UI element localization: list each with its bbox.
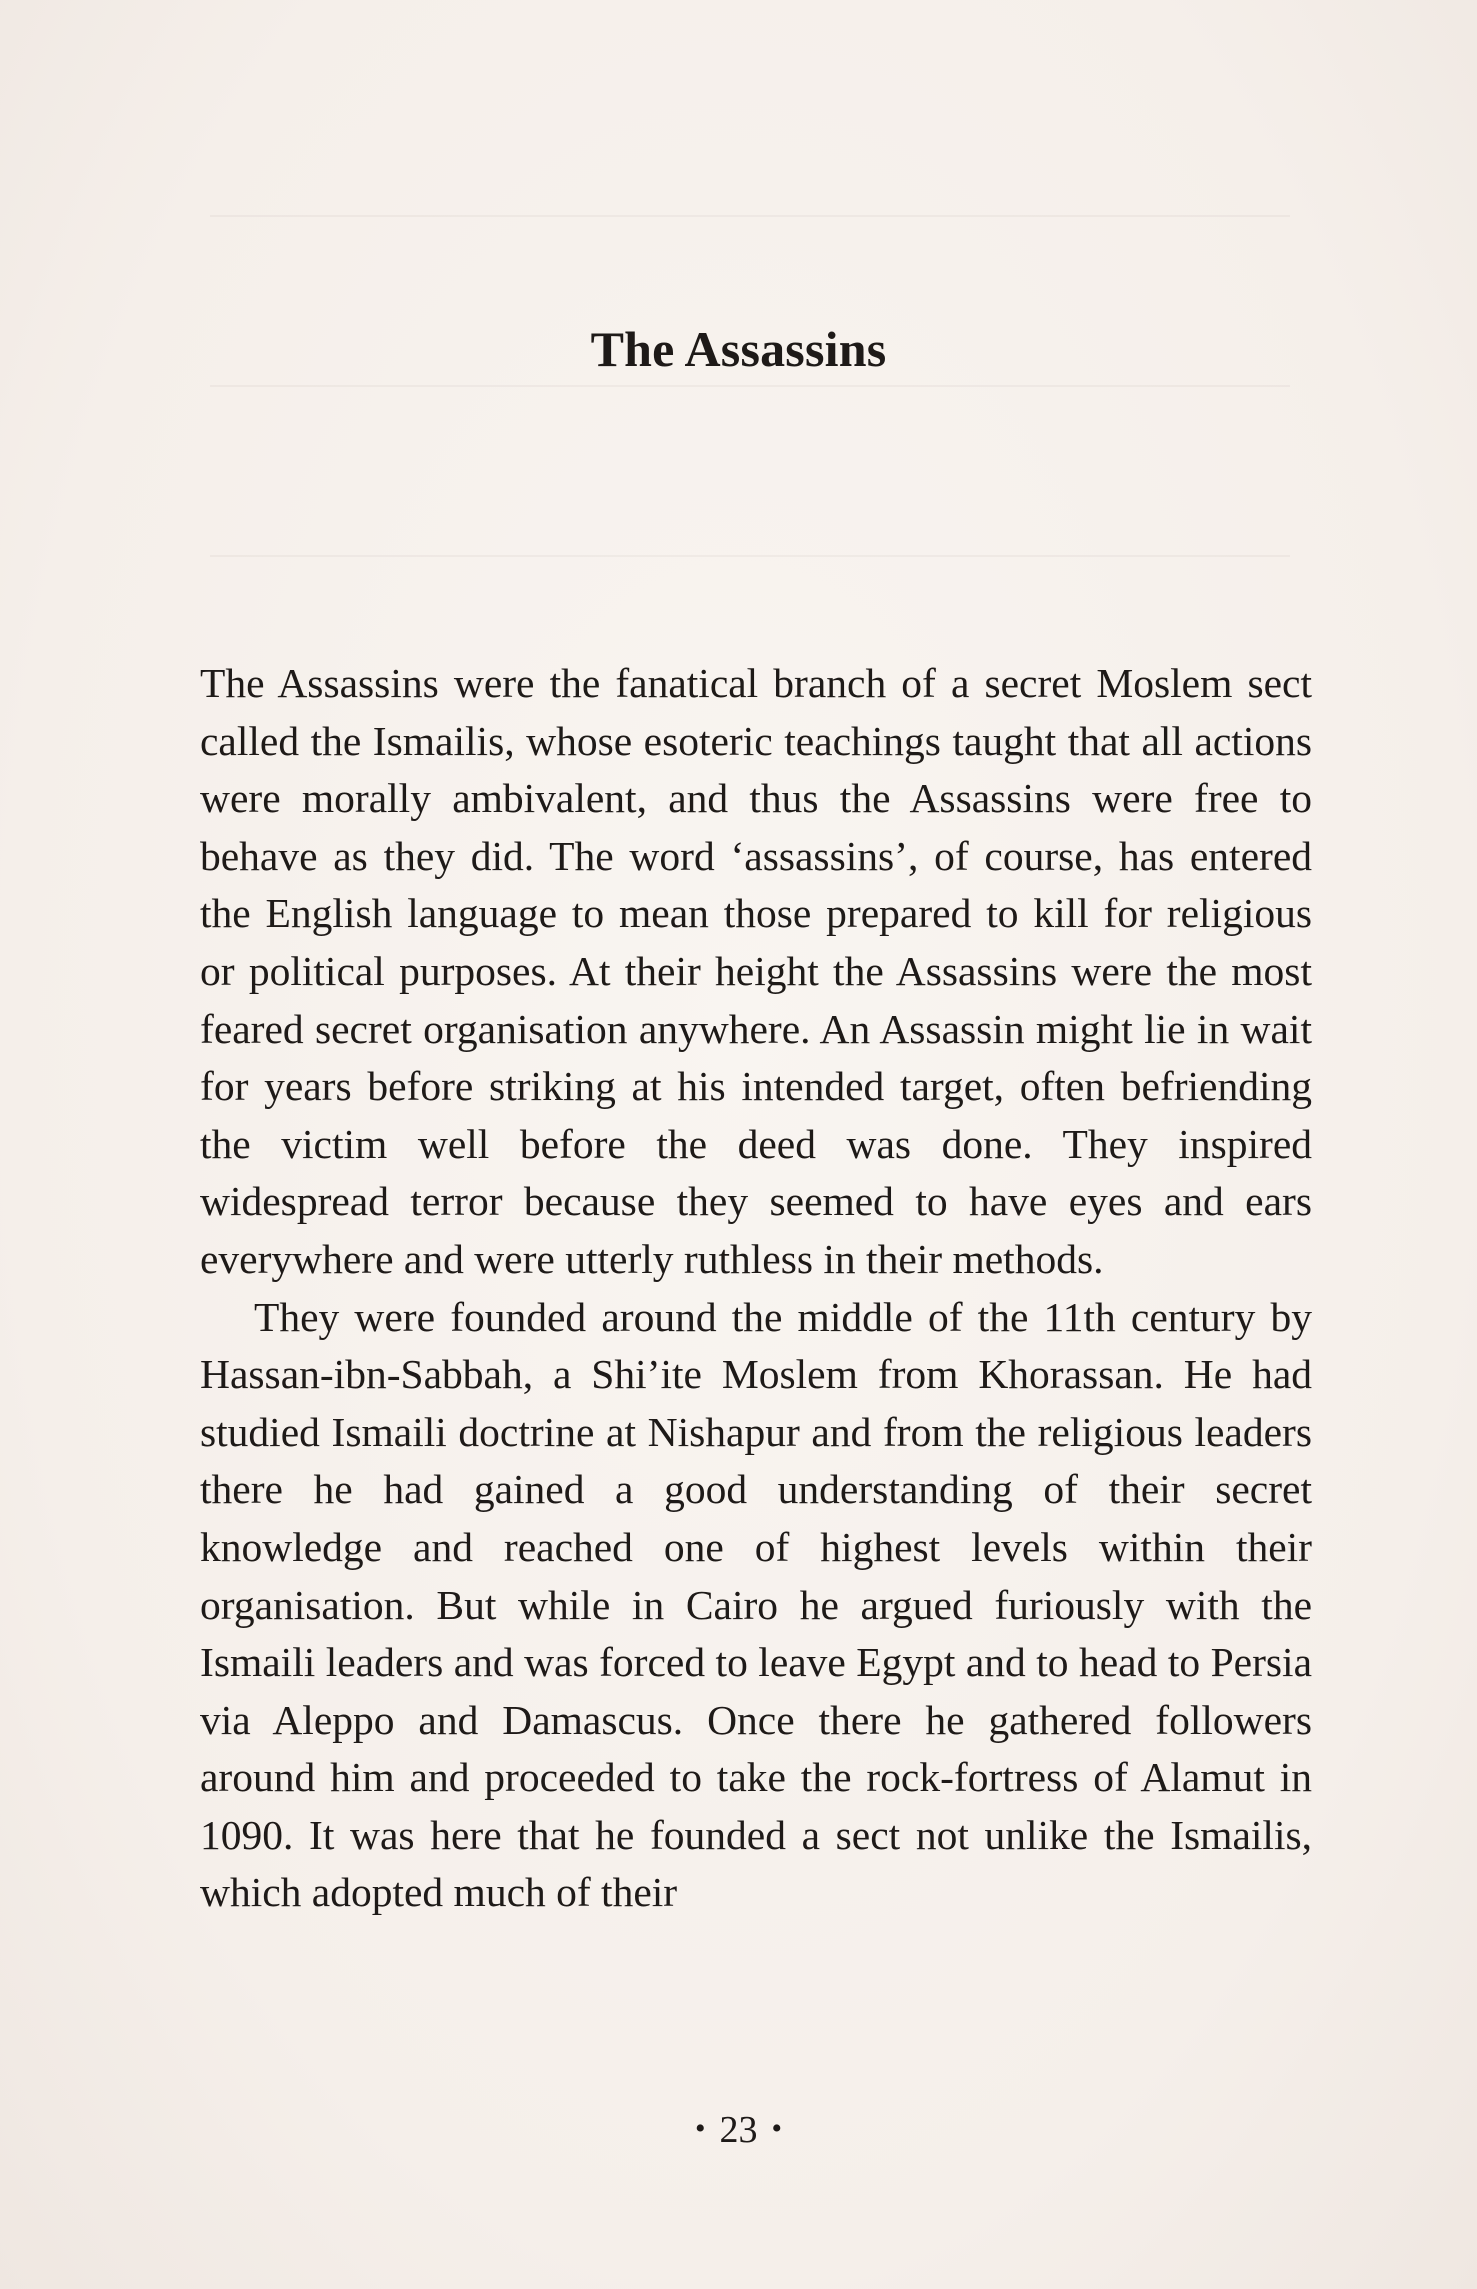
show-through-line — [210, 385, 1290, 387]
show-through-line — [210, 215, 1290, 217]
bullet-ornament-left: • — [694, 2112, 706, 2145]
paragraph-1: The Assassins were the fanatical branch of a secret Moslem sect called the Ismailis, whose esoteric teachings taught that all actions were morally ambivalent, and thus the Assassins were free to behave as they did. The word ‘assassins’, of course, has entered the English language to mean those prepared to kill for religious or political purposes. At their height the Assassins were the most feared secret organisation anywhere. An Assassin might lie in wait for years before striking at his intended target, often befriending the victim well before the deed was done. They inspired widespread terror because they seemed to have eyes and ears everywhere and were utterly ruthless in their methods. — [200, 660, 1312, 1282]
paragraph-2: They were founded around the middle of the 11th century by Hassan-ibn-Sabbah, a Shi’ite Moslem from Khorassan. He had studied Ismaili doctrine at Nishapur and from the religious leaders there he had gained a good understanding of their secret knowledge and reached one of highest levels within their organisation. But while in Cairo he argued furiously with the Ismaili leaders and was forced to leave Egypt and to head to Persia via Aleppo and Damascus. Once there he gathered followers around him and proceeded to take the rock-fortress of Alamut in 1090. It was here that he founded a sect not unlike the Ismailis, which adopted much of their — [200, 1293, 1312, 1916]
page-footer — [0, 2105, 1477, 2154]
body-text — [200, 655, 1312, 1922]
page-number: 23 — [719, 2109, 758, 2151]
chapter-title: The Assassins — [590, 320, 887, 377]
show-through-line — [210, 555, 1290, 557]
bullet-ornament-right: • — [771, 2112, 783, 2145]
